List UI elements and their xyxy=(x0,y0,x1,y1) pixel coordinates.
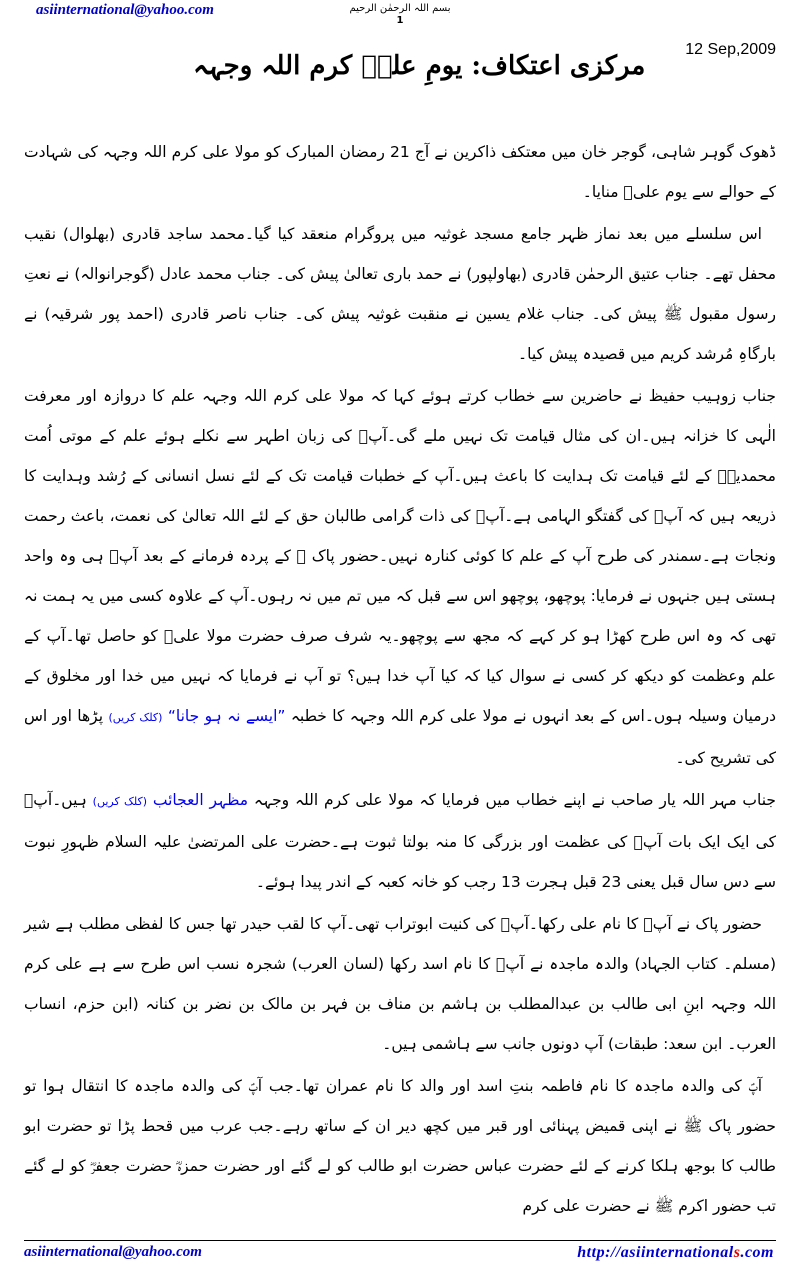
mazhar-click-link[interactable]: (کلک کریں) xyxy=(92,795,148,808)
paragraph-6: آپؑ کی والدہ ماجدہ کا نام فاطمہ بنتِ اسد اور والد کا نام عمران تھا۔جب آپؑ کی والدہ ماجدہ کا انتقال ہوا تو حضور پاک ﷺ نے اپنی قمیض پہنائی اور قبر میں کچھ دیر ان کے ساتھ رہے۔جب عرب میں قحط پڑا تو حضرت ابو طالب کا بوجھ ہلکا کرنے کے لئے حضرت عباس حضرت ابو طالب کو لے گئے اور حضرت حمزہؓ حضرت جعفرؓ کو لے گئے تب حضور اکرم ﷺ نے حضرت علی کرم xyxy=(24,1077,776,1215)
sermon-link[interactable]: ”ایسے نہ ہو جانا“ xyxy=(167,707,286,725)
header-center xyxy=(280,2,520,27)
footer-website-link[interactable] xyxy=(577,1244,774,1262)
paragraph-2: اس سلسلے میں بعد نماز ظہر جامع مسجد غوثیہ میں پروگرام منعقد کیا گیا۔محمد ساجد قادری (بھلوال) نقیب محفل تھے۔ جناب عتیق الرحمٰن قادری (بھاولپور) نے حمد باری تعالیٰ پیش کی۔ جناب محمد عادل (گوجرانوالہ) نے نعتِ رسول مقبول ﷺ پیش کی۔ جناب غلام یسین نے منقبت غوثیہ پیش کی۔ جناب ناصر قادری (احمد پور شرقیہ) نے بارگاہِ مُرشد کریم میں قصیدہ پیش کیا۔ xyxy=(24,225,776,363)
page-number: 1 xyxy=(396,15,404,26)
paragraph-3-text-a: جناب زوہیب حفیظ نے حاضرین سے خطاب کرتے ہوئے کہا کہ مولا علی کرم اللہ وجہہ علم کا دروازہ اور معرفت الٰہی کا خزانہ ہیں۔ان کی مثال قیامت تک نہیں ملے گی۔آپؑ کی زبان اطہر سے نکلے ہوئے علم کے موتی اُمت محمدیہؐ کے لئے قیامت تک ہدایت کا باعث ہیں۔آپ کے خطبات قیامت تک کے لئے نسل انسانی کے رُشد وہدایت کا ذریعہ ہیں کہ آپؑ کی گفتگو الہامی ہے۔آپؑ کی ذات گرامی طالبان حق کے لئے اللہ تعالیٰ کی نعمت، باعث رحمت ونجات ہے۔سمندر کی طرح آپ کے علم کا کوئی کنارہ نہیں۔حضور پاک ﷺ کے پردہ فرمانے کے بعد آپؑ ہی وہ واحد ہستی ہیں جنہوں نے فرمایا: پوچھو، پوچھو اس سے قبل کہ میں تم میں نہ رہوں۔آپ کے علاوہ کسی میں یہ ہمت نہ تھی کہ وہ اس طرح کھڑا ہو کر کہے کہ مجھ سے پوچھو۔یہ شرف صرف حضرت مولا علیؑ کو حاصل تھا۔آپ کے علم وعظمت کو دیکھ کر کسی نے سوال کیا کہ کیا آپ خدا ہیں؟ تو آپ نے فرمایا کہ نہیں میں خدا اور مخلوق کے درمیان وسیلہ ہوں۔اس کے بعد انہوں نے مولا علی کرم اللہ وجہہ کا خطبہ xyxy=(24,387,776,725)
url-suffix: .com xyxy=(740,1244,774,1261)
paragraph-1: ڈھوک گوہر شاہی، گوجر خان میں معتکف ذاکرین نے آج 21 رمضان المبارک کو مولا علی کرم اللہ وجہہ کی شہادت کے حوالے سے یوم علیؑ منایا۔ xyxy=(24,143,776,201)
sermon-click-link[interactable]: (کلک کریں) xyxy=(108,711,163,724)
page-title: مرکزی اعتکاف: یومِ علیؑ کرم اللہ وجہہ xyxy=(193,51,646,81)
paragraph-4-text-b: ہیں۔آپؑ کی ایک ایک بات آپؑ کی عظمت اور بزرگی کا منہ بولتا ثبوت ہے۔حضرت علی المرتضیٰ علیہ السلام ظہورِ نبوت سے دس سال قبل یعنی 23 قبل ہجرت 13 رجب کو خانہ کعبہ کے اندر پیدا ہوئے۔ xyxy=(24,791,776,891)
article-date: 12 Sep,2009 xyxy=(685,41,776,58)
footer-email-link[interactable]: asiinternational@yahoo.com xyxy=(24,1244,202,1260)
article-body xyxy=(24,132,776,1226)
paragraph-4-text-a: جناب مہر اللہ یار صاحب نے اپنے خطاب میں فرمایا کہ مولا علی کرم اللہ وجہہ xyxy=(248,791,776,809)
page-footer xyxy=(24,1240,776,1271)
url-prefix: http://asiinternational xyxy=(577,1244,734,1261)
paragraph-3 xyxy=(24,376,776,778)
header-email-link[interactable]: asiinternational@yahoo.com xyxy=(36,2,214,18)
bismillah: بسم اللہ الرحمٰن الرحیم xyxy=(349,3,451,14)
page-header xyxy=(0,0,800,38)
paragraph-5: حضور پاک نے آپؑ کا نام علی رکھا۔آپؑ کی کنیت ابوتراب تھی۔آپ کا لقب حیدر تھا جس کا لفظی مطلب ہے شیر (مسلم۔ کتاب الجہاد) والدہ ماجدہ نے آپؑ کا نام اسد رکھا (لسان العرب) شجرہ نسب اس طرح سے ہے علی کرم اللہ وجہہ ابنِ ابی طالب بن عبدالمطلب بن ہاشم بن مناف بن فہر بن مالک بن نضر بن کنانہ (ابن حزم، انساب العرب۔ ابن سعد: طبقات) آپ دونوں جانب سے ہاشمی ہیں۔ xyxy=(24,915,776,1053)
mazhar-ul-ajaib-link[interactable]: مظہر العجائب xyxy=(152,791,249,809)
paragraph-3-text-b: پڑھا اور اس کی تشریح کی۔ xyxy=(24,707,776,767)
paragraph-4 xyxy=(24,780,776,902)
url-highlight: s xyxy=(733,1244,741,1261)
title-row xyxy=(0,40,800,100)
